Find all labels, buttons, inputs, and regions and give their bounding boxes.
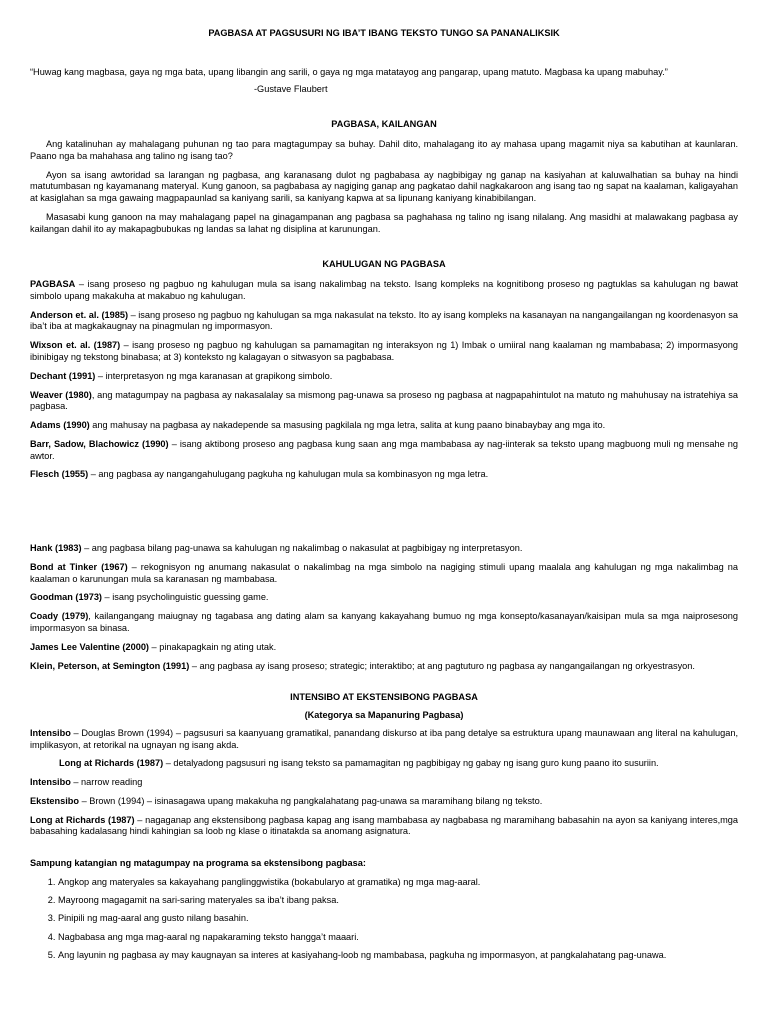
definition-text: – nagaganap ang ekstensibong pagbasa kapag ang isang mambabasa ay nagbabasa ng maramihang babasahin na ayon sa kaniyang interes,mga babasahing kadalasang hindi kahingian sa loob ng klase o itinatakda sa anomang asignatura. [30, 814, 739, 837]
list-item: 1. Angkop ang materyales sa kakayahang panglinggwistika (bokabularyo at gramatika) ng mga mag-aaral. [58, 877, 738, 889]
definition-text: – isang proseso ng pagbuo ng kahulugan mula sa isang nakalimbag na teksto. Isang kompleks na kognitibong proseso ng pagtuklas sa kahulugan ng bawat simbolo upang makakuha at makabuo ng kahulugan. [30, 279, 738, 301]
definition-text: – detalyadong pagsusuri ng isang teksto sa pamamagitan ng pagbibigay ng gabay ng isang guro kung paano ito susuriin. [163, 758, 659, 769]
definition-term: Intensibo [30, 777, 71, 788]
definitions-list-continued [30, 543, 738, 672]
list-item: 2. Mayroong magagamit na sari-saring materyales sa iba’t ibang paksa. [58, 895, 738, 907]
definition-item [30, 390, 738, 414]
definition-term: PAGBASA [30, 279, 76, 290]
definition-item [59, 758, 738, 770]
definition-text: ang mahusay na pagbasa ay nakadepende sa masusing pagkilala ng mga letra, salita at kung paano binabaybay ang mga ito. [89, 420, 606, 431]
definition-term: Bond at Tinker (1967) [30, 561, 128, 572]
definition-item [30, 310, 738, 334]
epigraph-quote: “Huwag kang magbasa, gaya ng mga bata, upang libangin ang sarili, o gaya ng mga matatayog ang pangarap, upang matuto. Magbasa ka upang mabuhay.” [30, 66, 668, 77]
definition-text: – rekognisyon ng anumang nakasulat o nakalimbag na mga simbolo na nagiging stimuli upang maalala ang kahulugan ng mga nakalimbag na kaalaman o karunungan mula sa karanasan ng mambabasa. [30, 561, 738, 584]
definition-item [30, 562, 738, 586]
section-subheading: (Kategorya sa Mapanuring Pagbasa) [304, 710, 464, 721]
definition-item [30, 469, 738, 481]
definitions-list [30, 279, 738, 481]
document-page [30, 28, 738, 968]
definition-text: – pinakapagkain ng ating utak. [149, 641, 277, 652]
list-heading: Sampung katangian ng matagumpay na programa sa ekstensibong pagbasa: [30, 858, 366, 869]
definition-term: Weaver (1980) [30, 389, 92, 400]
definition-term: Flesch (1955) [30, 469, 89, 480]
section-heading-kahulugan: KAHULUGAN NG PAGBASA [322, 259, 446, 270]
definition-term: Intensibo [30, 727, 71, 738]
definition-text: – ang pagbasa ay nangangahulugang pagkuha ng kahulugan mula sa kombinasyon ng mga letra. [88, 469, 489, 480]
definition-term: Coady (1979) [30, 611, 89, 622]
definition-item [30, 371, 738, 383]
definition-text: – isang proseso ng pagbuo ng kahulugan sa mga nakasulat na teksto. Ito ay isang kompleks na kasanayan na nangangailangan ng koordenasyon sa iba’t iba at magkakaugnay na pinagmulan ng impormasyon. [30, 309, 738, 332]
section-heading-intensibo-ekstensibo: INTENSIBO AT EKSTENSIBONG PAGBASA [290, 692, 478, 703]
list-item: 4. Nagbabasa ang mga mag-aaral ng napakaraming teksto hangga’t maaari. [58, 932, 738, 944]
definition-term: Long at Richards (1987) [59, 758, 164, 769]
section-heading-pagbasa-kailangan: PAGBASA, KAILANGAN [331, 119, 437, 130]
definition-text: – interpretasyon ng mga karanasan at grapikong simbolo. [95, 370, 333, 381]
paragraph: Ang katalinuhan ay mahalagang puhunan ng tao para magtagumpay sa buhay. Dahil dito, mahalagang ito ay mahasa upang magamit niya sa kabutihan at kaunlaran. Paano nga ba mahahasa ang talino ng isang tao? [30, 139, 738, 161]
epigraph-author: -Gustave Flaubert [254, 83, 328, 94]
definition-text: – isang proseso ng pagbuo ng kahulugan sa pamamagitan ng interaksyon ng 1) Imbak o umiiral nang kaalaman ng mambabasa; 2) impormasyong ibinibigay ng tekstong binabasa; at 3) konteksto ng kalagayan o sitwasyon sa pagbabasa. [30, 340, 738, 363]
list-item: 3. Pinipili ng mag-aaral ang gusto nilang basahin. [58, 913, 738, 925]
definition-item [30, 592, 738, 604]
definition-text: – ang pagbasa ay isang proseso; strategic; interaktibo; at ang pagtuturo ng pagbasa ay nangangailangan ng orkyestrasyon. [189, 660, 695, 671]
definition-item [30, 340, 738, 364]
definition-text: – isang psycholinguistic guessing game. [101, 592, 269, 603]
definition-term: Long at Richards (1987) [30, 814, 135, 825]
definition-item [30, 420, 738, 432]
characteristics-list [30, 877, 738, 962]
definition-item [30, 777, 738, 789]
definition-item [30, 661, 738, 673]
definition-term: Hank (1983) [30, 543, 82, 554]
definition-text: – Brown (1994) – isinasagawa upang makakuha ng pangkalahatang pag-unawa sa maramihang bilang ng teksto. [79, 795, 543, 806]
definition-text: , kailangangang maiugnay ng tagabasa ang dating alam sa kanyang kakayahang bumuo ng mga konsepto/kasanayan/kaisipan mula sa mga naiprosesong impormasyon sa binasa. [30, 611, 738, 633]
definition-item [30, 815, 738, 839]
definition-term: Wixson et. al. (1987) [30, 340, 121, 351]
definition-term: Goodman (1973) [30, 592, 102, 603]
definition-text: – Douglas Brown (1994) – pagsusuri sa kaanyuang gramatikal, panandang diskurso at iba pang detalye sa estruktura upang maunawaan ang literal na kahulugan, implikasyon, at retorikal na ugnayan ng isang akda. [30, 727, 738, 750]
definition-item [30, 279, 738, 303]
paragraph: Ayon sa isang awtoridad sa larangan ng pagbasa, ang karanasang dulot ng pagbabasa ay nagbibigay ng ganap na kasiyahan at kaluwalhatian sa buhay na hindi matutumbasan ng kayamanang materyal. Kung ganoon, sa pagbabasa ay nagiging ganap ang pagkatao dahil nagkakaroon ang isang tao ng sapat na kaalaman, kaligayahan at kasiglahan sa mga gawaing magpapaunlad sa kaniyang sarili, sa kaniyang kapwa at sa lipunang kaniyang kinabibilangan. [30, 169, 738, 204]
definition-item [30, 611, 738, 635]
definition-text: – isang aktibong proseso ang pagbasa kung saan ang mga mambabasa ay nag-iinterak sa teksto upang magbuong muli ng mensahe ng awtor. [30, 438, 738, 461]
definition-text: – narrow reading [70, 777, 143, 788]
paragraph: Masasabi kung ganoon na may mahalagang papel na ginagampanan ang pagbasa sa paghahasa ng talino ng isang nilalang. Ang masidhi at malawakang pagbasa ay kailangan dahil ito ay makapagbubukas ng landas sa lahat ng disiplina at karunungan. [30, 211, 738, 234]
definition-item [30, 728, 738, 752]
list-item: 5. Ang layunin ng pagbasa ay may kaugnayan sa interes at kasiyahang-loob ng mambabasa, pagkuha ng impormasyon, at pangkalahatang pag-unawa. [58, 950, 738, 962]
definition-term: Adams (1990) [30, 420, 90, 431]
definition-text: – ang pagbasa bilang pag-unawa sa kahulugan ng nakalimbag o nakasulat at pagbibigay ng interpretasyon. [81, 543, 523, 554]
definition-item [30, 439, 738, 463]
definition-term: Barr, Sadow, Blachowicz (1990) [30, 438, 169, 449]
definition-term: Klein, Peterson, at Semington (1991) [30, 660, 190, 671]
definition-item [30, 642, 738, 654]
definition-item [30, 796, 738, 808]
definition-term: Ekstensibo [30, 795, 80, 806]
document-title: PAGBASA AT PAGSUSURI NG IBA’T IBANG TEKSTO TUNGO SA PANANALIKSIK [208, 28, 560, 38]
definition-term: Anderson et. al. (1985) [30, 309, 129, 320]
definition-text: , ang matagumpay na pagbasa ay nakasalalay sa mismong pag-unawa sa proseso ng pagbasa at nagpapahintulot na matuto ng mahuhusay na istratehiya sa pagbasa. [30, 389, 738, 412]
definition-item [30, 543, 738, 555]
definition-term: Dechant (1991) [30, 370, 96, 381]
definition-term: James Lee Valentine (2000) [30, 641, 149, 652]
